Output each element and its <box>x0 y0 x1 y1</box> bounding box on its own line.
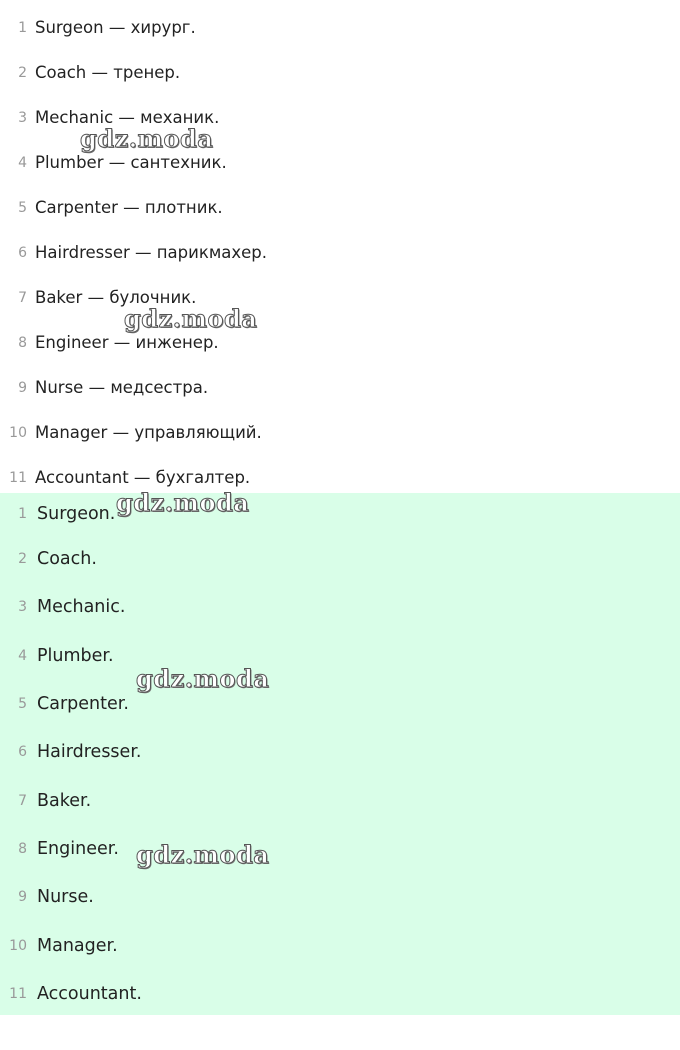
item-text: Engineer — инженер. <box>35 333 219 352</box>
watermark: gdz.moda <box>80 124 214 153</box>
item-text: Engineer. <box>37 838 119 859</box>
item-number: 10 <box>9 937 27 954</box>
item-text: Coach — тренер. <box>35 63 181 82</box>
item-text: Accountant — бухгалтер. <box>35 468 251 487</box>
item-text: Hairdresser. <box>37 742 142 763</box>
list-item <box>0 95 680 140</box>
item-text: Accountant. <box>37 983 142 1004</box>
list-item <box>0 5 680 50</box>
answer-list <box>0 493 680 1018</box>
list-item <box>0 776 680 824</box>
answer-panel <box>0 493 680 1015</box>
item-text: Plumber. <box>37 645 114 666</box>
item-text: Mechanic — механик. <box>35 108 220 127</box>
item-text: Carpenter. <box>37 694 129 715</box>
list-item <box>0 185 680 230</box>
item-number: 9 <box>18 889 27 906</box>
item-number: 3 <box>18 599 27 616</box>
item-number: 1 <box>18 506 27 522</box>
translation-list <box>0 5 680 500</box>
list-item <box>0 873 680 921</box>
list-item <box>0 140 680 185</box>
item-text: Hairdresser — парикмахер. <box>35 243 268 262</box>
list-item <box>0 365 680 410</box>
item-number: 10 <box>9 424 27 441</box>
list-item <box>0 632 680 680</box>
item-number: 7 <box>18 289 27 306</box>
list-item <box>0 410 680 455</box>
item-number: 4 <box>18 154 27 171</box>
watermark: gdz.moda <box>124 304 258 333</box>
item-text: Mechanic. <box>37 597 126 618</box>
item-number: 6 <box>18 244 27 261</box>
item-text: Surgeon. <box>37 504 116 524</box>
item-text: Nurse — медсестра. <box>35 378 209 397</box>
list-item <box>0 230 680 275</box>
list-item <box>0 921 680 969</box>
item-text: Baker. <box>37 790 92 811</box>
list-item <box>0 50 680 95</box>
item-text: Surgeon — хирург. <box>35 18 196 37</box>
item-number: 9 <box>18 379 27 396</box>
watermark: gdz.moda <box>116 488 250 517</box>
item-text: Nurse. <box>37 887 94 908</box>
item-text: Plumber — сантехник. <box>35 153 227 172</box>
list-item <box>0 728 680 776</box>
item-number: 5 <box>18 696 27 713</box>
item-number: 4 <box>18 647 27 664</box>
item-number: 6 <box>18 744 27 761</box>
item-number: 8 <box>18 840 27 857</box>
item-number: 1 <box>18 19 27 36</box>
item-number: 2 <box>18 64 27 81</box>
item-number: 11 <box>9 469 27 486</box>
list-item <box>0 535 680 583</box>
item-number: 3 <box>18 109 27 126</box>
list-item <box>0 680 680 728</box>
list-item <box>0 275 680 320</box>
list-item <box>0 825 680 873</box>
item-text: Manager. <box>37 935 118 956</box>
item-number: 11 <box>9 985 27 1002</box>
item-number: 2 <box>18 551 27 568</box>
watermark: gdz.moda <box>136 664 270 693</box>
item-text: Manager — управляющий. <box>35 423 262 442</box>
item-text: Carpenter — плотник. <box>35 198 223 217</box>
list-item <box>0 583 680 631</box>
watermark: gdz.moda <box>136 840 270 869</box>
item-text: Coach. <box>37 549 97 570</box>
list-item <box>0 493 680 535</box>
item-number: 7 <box>18 792 27 809</box>
list-item <box>0 970 680 1018</box>
item-text: Baker — булочник. <box>35 288 197 307</box>
item-number: 8 <box>18 334 27 351</box>
item-number: 5 <box>18 199 27 216</box>
list-item <box>0 320 680 365</box>
